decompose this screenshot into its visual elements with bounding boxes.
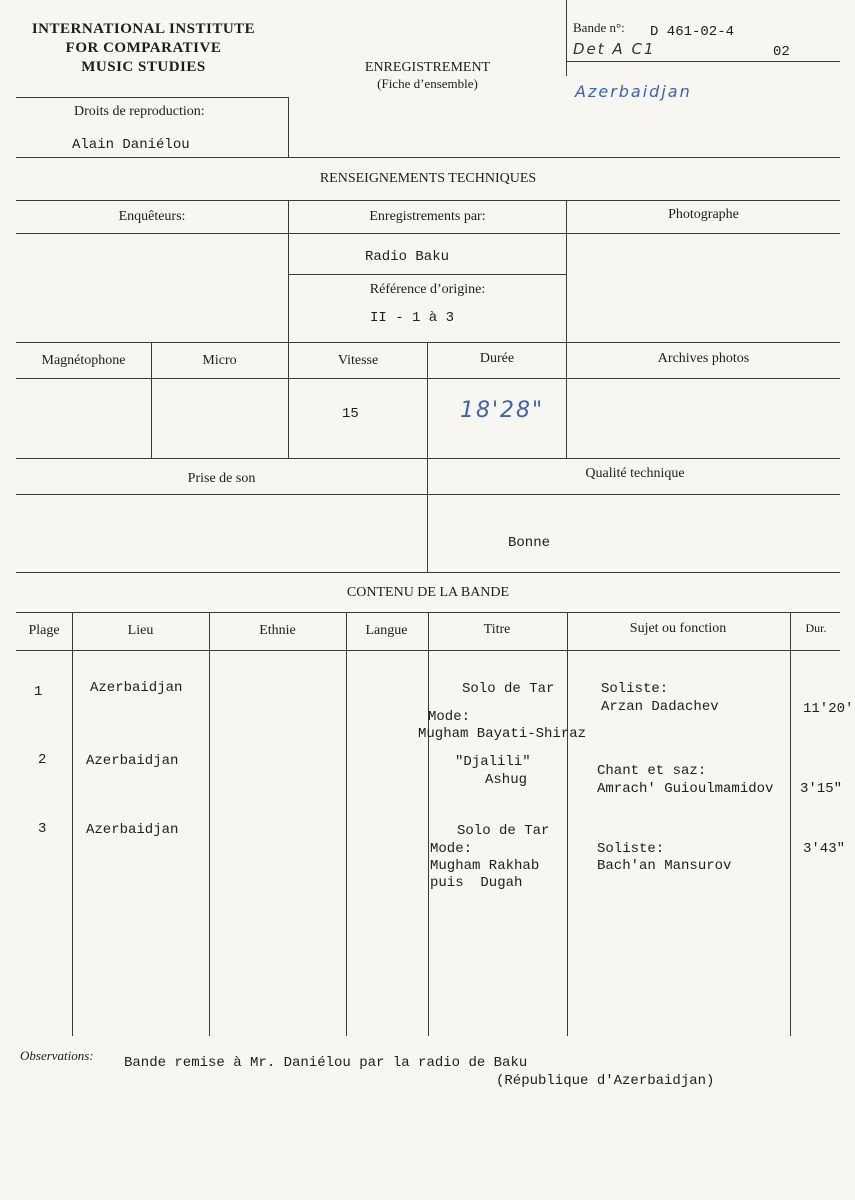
row-2-titre-1: "Djalili"	[455, 754, 531, 770]
enregistrements-label: Enregistrements par:	[369, 209, 486, 224]
header-sujet: Sujet ou fonction	[629, 621, 727, 636]
observations-line-1: Bande remise à Mr. Daniélou par la radio de Baku	[124, 1055, 528, 1071]
magnetophone-label: Magnétophone	[41, 353, 126, 368]
row-3-plage: 3	[38, 821, 47, 837]
row-2-lieu: Azerbaidjan	[86, 753, 179, 769]
row-2-sujet-1: Chant et saz:	[597, 763, 707, 779]
observations-line-2: (République d'Azerbaidjan)	[496, 1073, 715, 1089]
row-1-plage: 1	[34, 684, 43, 700]
region-handwritten: Azerbaidjan	[575, 82, 692, 101]
vitesse-label: Vitesse	[337, 353, 379, 368]
bande-number: D 461-02-4	[650, 24, 735, 40]
bande-code: Det A C1	[573, 40, 656, 58]
form-subtitle: (Fiche d’ensemble)	[377, 76, 478, 91]
micro-label: Micro	[202, 353, 237, 368]
row-3-duree: 3'43"	[803, 841, 846, 857]
vitesse-value: 15	[342, 406, 359, 422]
droits-label: Droits de reproduction:	[74, 104, 205, 119]
row-3-lieu: Azerbaidjan	[86, 822, 179, 838]
qualite-value: Bonne	[508, 535, 551, 551]
row-3-sujet-1: Soliste:	[597, 841, 665, 857]
enregistrements-value: Radio Baku	[364, 249, 449, 265]
institute-line-3: MUSIC STUDIES	[81, 59, 206, 75]
form-title	[330, 60, 525, 92]
row-3-titre-2: Mode:	[430, 841, 473, 857]
row-1-sujet-2: Arzan Dadachev	[601, 699, 719, 715]
row-1-titre-2: Mode:	[428, 709, 471, 725]
row-3-titre-3: Mugham Rakhab	[430, 858, 540, 874]
institute-name	[16, 20, 271, 77]
header-plage: Plage	[28, 623, 60, 638]
header-duree: Dur.	[805, 621, 827, 635]
droits-value: Alain Daniélou	[72, 137, 190, 153]
row-2-sujet-2: Amrach' Guioulmamidov	[597, 781, 774, 797]
archives-label: Archives photos	[657, 351, 750, 366]
institute-line-1: INTERNATIONAL INSTITUTE	[31, 21, 256, 37]
observations-label: Observations:	[20, 1048, 94, 1063]
bande-code-2: 02	[773, 44, 790, 60]
photographe-label: Photographe	[668, 207, 739, 222]
row-2-titre-2: Ashug	[485, 772, 528, 788]
row-3-sujet-2: Bach'an Mansurov	[597, 858, 732, 874]
header-langue: Langue	[365, 623, 408, 638]
institute-line-2: FOR COMPARATIVE	[65, 40, 222, 56]
qualite-label: Qualité technique	[585, 466, 685, 481]
enqueteurs-label: Enquêteurs:	[118, 209, 186, 224]
header-ethnie: Ethnie	[259, 623, 296, 638]
prise-label: Prise de son	[187, 471, 256, 486]
header-lieu: Lieu	[127, 623, 154, 638]
reference-label: Référence d’origine:	[369, 282, 486, 297]
contenu-section-title: CONTENU DE LA BANDE	[346, 585, 510, 600]
row-1-titre-3: Mugham Bayati-Shiraz	[418, 726, 587, 742]
bande-label: Bande n°:	[573, 20, 625, 35]
header-titre: Titre	[483, 622, 511, 637]
technique-section-title: RENSEIGNEMENTS TECHNIQUES	[319, 171, 537, 186]
row-1-titre-1: Solo de Tar	[462, 681, 555, 697]
row-2-duree: 3'15"	[800, 781, 843, 797]
row-1-duree: 11'20'	[803, 701, 854, 717]
reference-value: II - 1 à 3	[369, 310, 454, 326]
row-2-plage: 2	[38, 752, 47, 768]
row-1-lieu: Azerbaidjan	[90, 680, 183, 696]
row-3-titre-1: Solo de Tar	[457, 823, 550, 839]
form-title-text: ENREGISTREMENT	[364, 60, 491, 75]
row-1-sujet-1: Soliste:	[601, 681, 669, 697]
row-3-titre-4: puis Dugah	[430, 875, 523, 891]
duree-label: Durée	[479, 351, 515, 366]
duree-value: 18'28"	[460, 398, 545, 423]
